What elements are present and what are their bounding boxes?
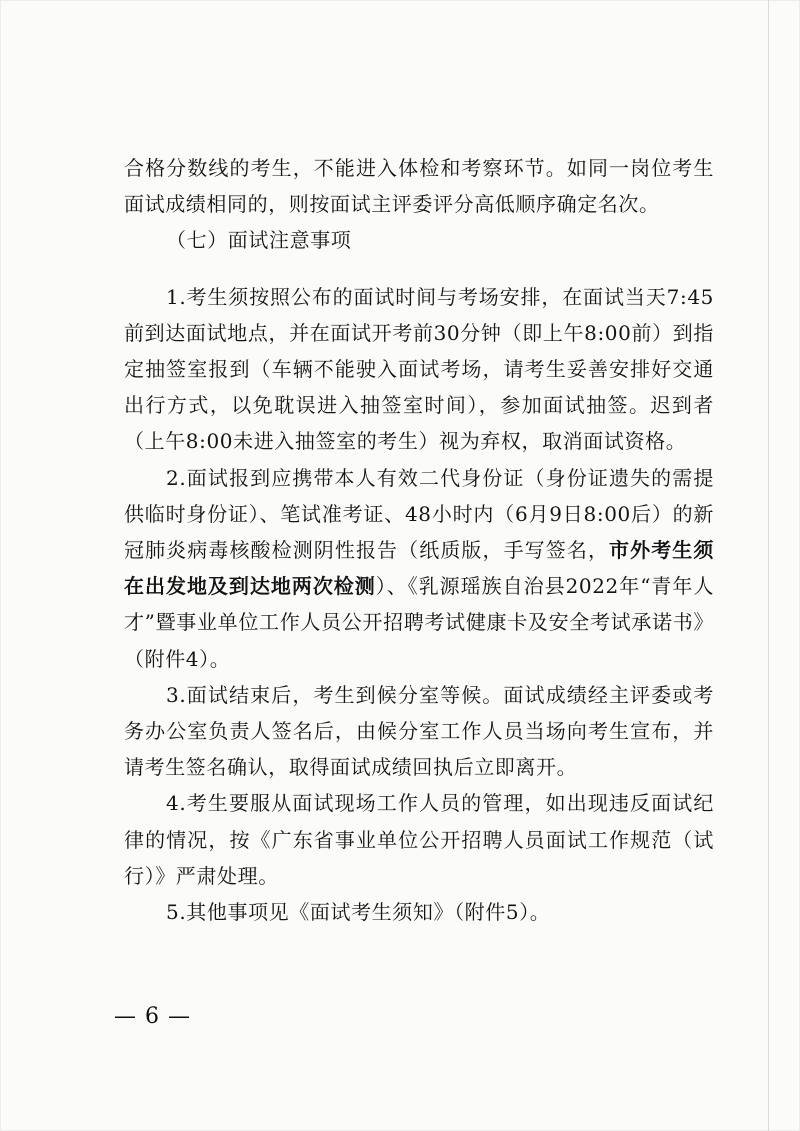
- item-4-paragraph: 4.考生要服从面试现场工作人员的管理，如出现违反面试纪律的情况，按《广东省事业单位公开招聘人员面试工作规范（试行）》严肃处理。: [124, 791, 714, 888]
- binding-line: [768, 0, 769, 1131]
- page-number: — 6 —: [114, 1004, 191, 1029]
- item-2-text-part-2: ）、《乳源瑶族自治县2022年“青年人才”暨事业单位工作人员公开招聘考试健康卡及安全考试承诺书》（附件4）。: [124, 574, 714, 671]
- section-heading: （七）面试注意事项: [166, 228, 352, 253]
- item-3-paragraph: 3.面试结束后，考生到候分室等候。面试成绩经主评委或考务办公室负责人签名后，由候分室工作人员当场向考生宣布，并请考生签名确认，取得面试成绩回执后立即离开。: [124, 682, 714, 780]
- document-body: [124, 150, 714, 930]
- item-2-paragraph: [124, 460, 714, 677]
- item-2-bold-text: 市外考生须在出发地及到达地两次检测: [124, 538, 715, 599]
- item-1-paragraph: 1.考生须按照公布的面试时间与考场安排，在面试当天7:45前到达面试地点，并在面试开考前30分钟（即上午8:00前）到指定抽签室报到（车辆不能驶入面试考场，请考生妥善安排好交通出行方式，以免耽误进入抽签室时间），参加面试抽签。迟到者（上午8:00未进入抽签室的考生）视为弃权，取消面试资格。: [124, 284, 714, 454]
- item-5-paragraph: 5.其他事项见《面试考生须知》（附件5）。: [166, 900, 551, 925]
- item-2-text-part-1: 2.面试报到应携带本人有效二代身份证（身份证遗失的需提供临时身份证）、笔试准考证、48小时内（6月9日8:00后）的新冠肺炎病毒核酸检测阴性报告（纸质版，手写签名，: [124, 465, 714, 563]
- continuation-paragraph: 合格分数线的考生，不能进入体检和考察环节。如同一岗位考生面试成绩相同的，则按面试主评委评分高低顺序确定名次。: [124, 156, 714, 217]
